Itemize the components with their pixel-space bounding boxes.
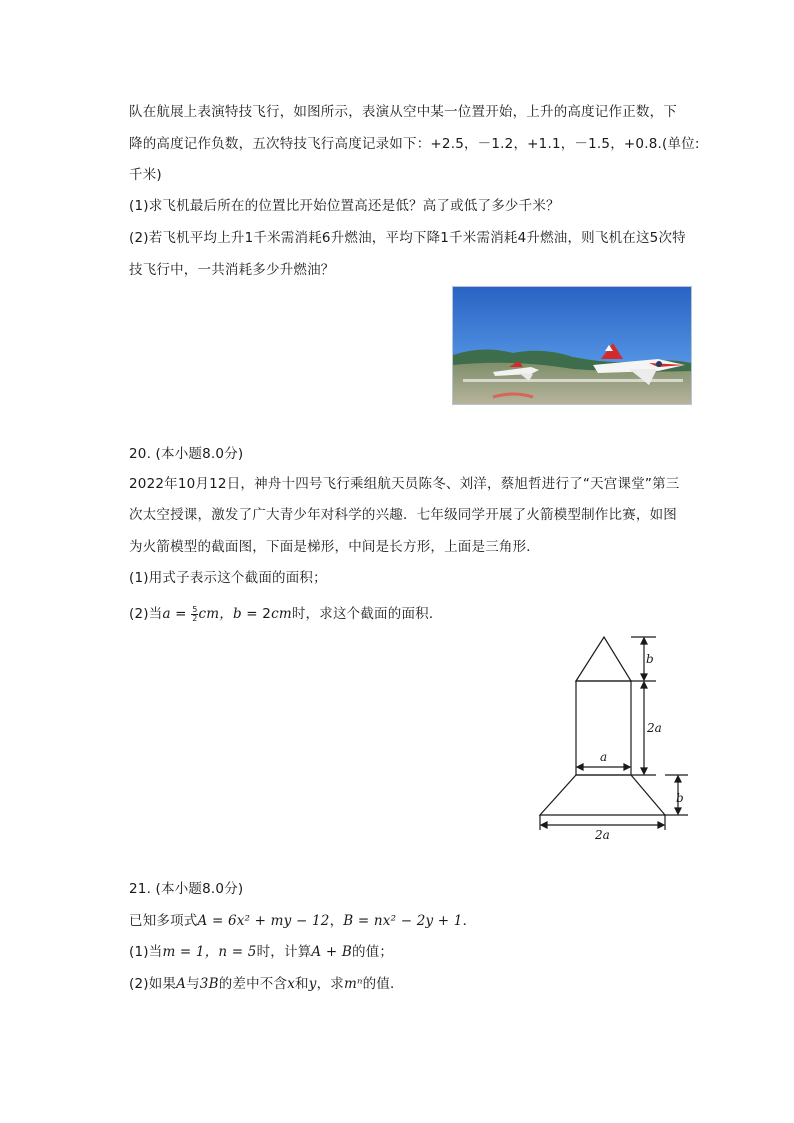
q2-find: ，求	[316, 976, 344, 992]
expr-m-power-n: mⁿ	[343, 976, 363, 992]
q1-prefix: (1)当	[129, 944, 163, 960]
p21-line-1	[129, 911, 476, 931]
var-b: b	[232, 606, 242, 622]
q2-end: 的值．	[362, 976, 404, 992]
label-b-top: b	[646, 652, 654, 666]
var-A: A	[176, 976, 187, 992]
trapezoid-bottom	[540, 775, 665, 815]
airshow-photo	[452, 286, 692, 405]
separator: ，	[329, 913, 344, 929]
p20-question-1: (1)用式子表示这个截面的面积；	[129, 570, 327, 586]
rocket-diagram	[528, 630, 698, 845]
p20-line-1: 2022年10月12日，神舟十四号飞行乘组航天员陈冬、刘洋，蔡旭哲进行了“天宫课堂”第三	[129, 476, 680, 492]
p21-header: 21. (本小题8.0分)	[129, 881, 244, 897]
q2-difference-text: 的差中不含	[218, 976, 288, 992]
q1-end: 的值；	[352, 944, 394, 960]
label-2a-right: 2a	[647, 721, 662, 735]
q1-expression: A + B	[311, 944, 352, 960]
period: ．	[462, 913, 477, 929]
equals-two: = 2	[241, 606, 272, 622]
q1-condition: m = 1，n = 5	[162, 944, 257, 960]
var-a: a	[162, 606, 171, 622]
p20-line-2: 次太空授课，激发了广大青少年对科学的兴趣．七年级同学开展了火箭模型制作比赛，如图	[129, 507, 677, 523]
fraction-numerator: 5	[192, 604, 198, 614]
p21-question-2	[129, 974, 404, 994]
p19-question-1: (1)求飞机最后所在的位置比开始位置高还是低？高了或低了多少千米？	[129, 198, 560, 214]
q2-and: 和	[295, 976, 309, 992]
triangle-top	[576, 637, 631, 681]
q2-suffix: 时，求这个截面的面积．	[291, 606, 443, 622]
label-2a-bottom: 2a	[595, 828, 610, 842]
polynomial-B: B = nx² − 2y + 1	[343, 913, 463, 929]
q2-prefix: (2)如果	[129, 976, 177, 992]
q2-prefix: (2)当	[129, 606, 163, 622]
rocket-cross-section-figure	[528, 630, 698, 845]
q1-middle: 时，计算	[256, 944, 312, 960]
p20-question-2	[129, 604, 443, 624]
p19-line-3: 千米)	[129, 167, 162, 183]
var-y: y	[308, 976, 317, 992]
p21-question-1	[129, 942, 393, 962]
p19-question-2-line-2: 技飞行中，一共消耗多少升燃油？	[129, 262, 335, 278]
equals: =	[170, 606, 192, 622]
p19-question-2-line-1: (2)若飞机平均上升1千米需消耗6升燃油，平均下降1千米需消耗4升燃油，则飞机在这5次特	[129, 230, 686, 246]
p19-line-2: 降的高度记作负数，五次特技飞行高度记录如下：+2.5，－1.2，+1.1，－1.5，+0.8.(单位:	[129, 136, 700, 152]
var-x: x	[287, 976, 296, 992]
polynomial-A: A = 6x² + my − 12	[197, 913, 330, 929]
unit-cm: cm，	[198, 606, 233, 622]
p20-line-3: 为火箭模型的截面图，下面是梯形，中间是长方形，上面是三角形．	[129, 539, 540, 555]
label-a-middle: a	[600, 750, 608, 764]
airshow-jets-illustration	[453, 287, 691, 404]
p19-line-1: 队在航展上表演特技飞行，如图所示，表演从空中某一位置开始，上升的高度记作正数，下	[129, 104, 677, 120]
label-b-bottom: b	[676, 791, 684, 805]
p21-prefix: 已知多项式	[129, 913, 198, 929]
p20-header: 20. (本小题8.0分)	[129, 446, 244, 462]
q2-and-with: 与	[186, 976, 200, 992]
unit-cm: cm	[271, 606, 292, 622]
var-3B: 3B	[199, 976, 219, 992]
fraction-denominator: 2	[192, 613, 198, 623]
